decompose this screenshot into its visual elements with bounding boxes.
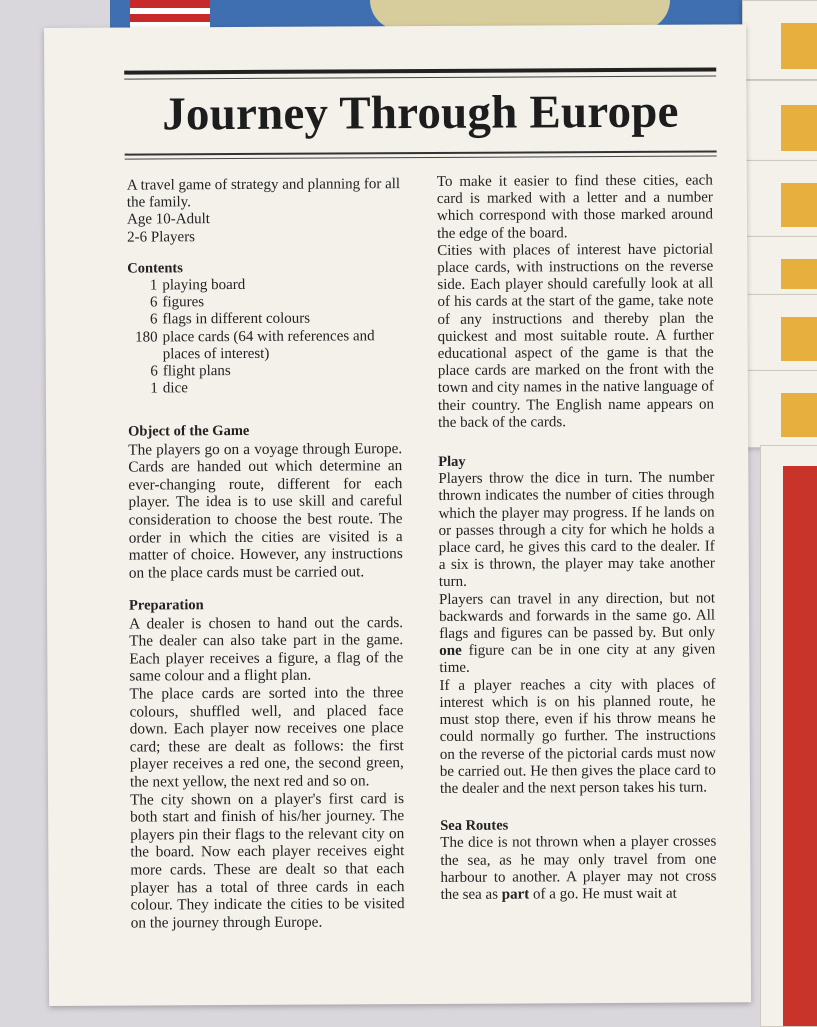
list-item (127, 293, 401, 312)
play-heading: Play (438, 453, 466, 470)
intro-tagline: A travel game of strategy and planning for all the family. (126, 176, 401, 211)
cities-paragraph: Cities with places of interest have pictorial place cards, with instructions on the reverse side. Each player should carefully look at all of his cards at the start of the game, take note of any instructions and thereby plan the quickest and most suitable route. A further educational aspect of the game is that the place cards are marked on the front with the town and city names in the native language of their country. The English name appears on the back of the cards. (437, 241, 715, 431)
background-place-card (742, 160, 817, 238)
cities-paragraph: To make it easier to find these cities, each card is marked with a letter and a number which correspond with those marked around the edge of the board. (436, 172, 714, 242)
object-heading: Object of the Game (128, 423, 250, 441)
contents-list (127, 276, 402, 398)
intro-players: 2-6 Players (127, 228, 196, 246)
item-text: flight plans (162, 363, 231, 380)
background-place-card (742, 0, 817, 80)
item-qty: 6 (149, 311, 158, 328)
item-qty: 6 (149, 294, 158, 311)
sea-routes-heading: Sea Routes (440, 817, 509, 835)
object-text: The players go on a voyage through Europe. Cards are handed out which determine an ever-changing route, different for each player. The idea is to use skill and careful consideration to choose the best route. The order in which the cities are visited is a matter of choice. However, any instructions on the place cards must be carried out. (128, 439, 403, 582)
preparation-paragraph: A dealer is chosen to hand out the cards. The dealer can also take part in the game. Each player receives a figure, a flag of the same colour and a flight plan. (129, 613, 404, 685)
item-text: playing board (162, 276, 246, 294)
page-title: Journey Through Europe (162, 85, 679, 141)
item-text: figures (162, 294, 205, 311)
preparation-paragraph: The city shown on a player's first card is both start and finish of his/her journey. The players pin their flags to the relevant city on the board. Now each player receives eight more cards. These are dealt so that each player has a total of three cards in each colour. They indicate the cities to be visited on the journey through Europe. (129, 789, 405, 932)
intro-age: Age 10-Adult (126, 211, 210, 228)
background-place-card (742, 294, 817, 372)
item-qty: 180 (135, 329, 158, 346)
sea-routes-paragraph: The dice is not thrown when a player crosses the sea, as he may only travel from one harbour to another. A player may not cross the sea as part of a go. He must wait at (440, 833, 717, 903)
title-rule-top-thin (124, 75, 716, 79)
item-qty: 1 (149, 277, 158, 294)
background-red-card (760, 445, 817, 1027)
item-qty: 1 (150, 380, 158, 397)
title-rule-bottom-thin (125, 155, 717, 159)
contents-heading: Contents (127, 260, 183, 277)
list-item (127, 276, 401, 295)
item-text: dice (162, 380, 188, 397)
rules-leaflet (44, 24, 751, 1006)
item-text: place cards (64 with references and places of interest) (162, 327, 375, 363)
emphasis: part (501, 886, 530, 903)
play-paragraph: Players throw the dice in turn. The number thrown indicates the number of cities through which the player may progress. If he lands on or passes through a city for which he holds a place card, he gives this card to the dealer. If a six is thrown, the player may take another turn. (438, 469, 715, 591)
background-place-card (742, 80, 817, 162)
title-rule-top (124, 67, 716, 74)
left-column (127, 176, 405, 932)
background-flag-stripes (130, 0, 210, 30)
background-place-card (742, 370, 817, 448)
list-item (128, 328, 402, 364)
list-item (127, 311, 401, 330)
title-rule-bottom (125, 150, 717, 155)
right-column (437, 173, 717, 905)
preparation-paragraph: The place cards are sorted into the three colours, shuffled well, and placed face down. Each player now receives one place card; these are dealt as follows: the first player receives a red one, the second green, the next yellow, the next red and so on. (129, 684, 404, 791)
item-qty: 6 (150, 363, 158, 380)
item-text: flags in different colours (162, 311, 311, 328)
background-place-card (742, 236, 817, 298)
emphasis: one (439, 643, 462, 660)
list-item (128, 379, 402, 398)
list-item (128, 362, 402, 381)
play-paragraph: If a player reaches a city with places of interest which is on his planned route, he must stop there, even if his throw means he could normally go further. The instructions on the reverse of the pictorial cards must now be carried out. He then gives the place card to the dealer and the next person takes his turn. (439, 676, 716, 797)
play-paragraph: Players can travel in any direction, but not backwards and forwards in the same go. All flags and figures can be passed by. But only one figure can be in one city at any given time. (438, 590, 716, 677)
preparation-heading: Preparation (128, 597, 204, 614)
